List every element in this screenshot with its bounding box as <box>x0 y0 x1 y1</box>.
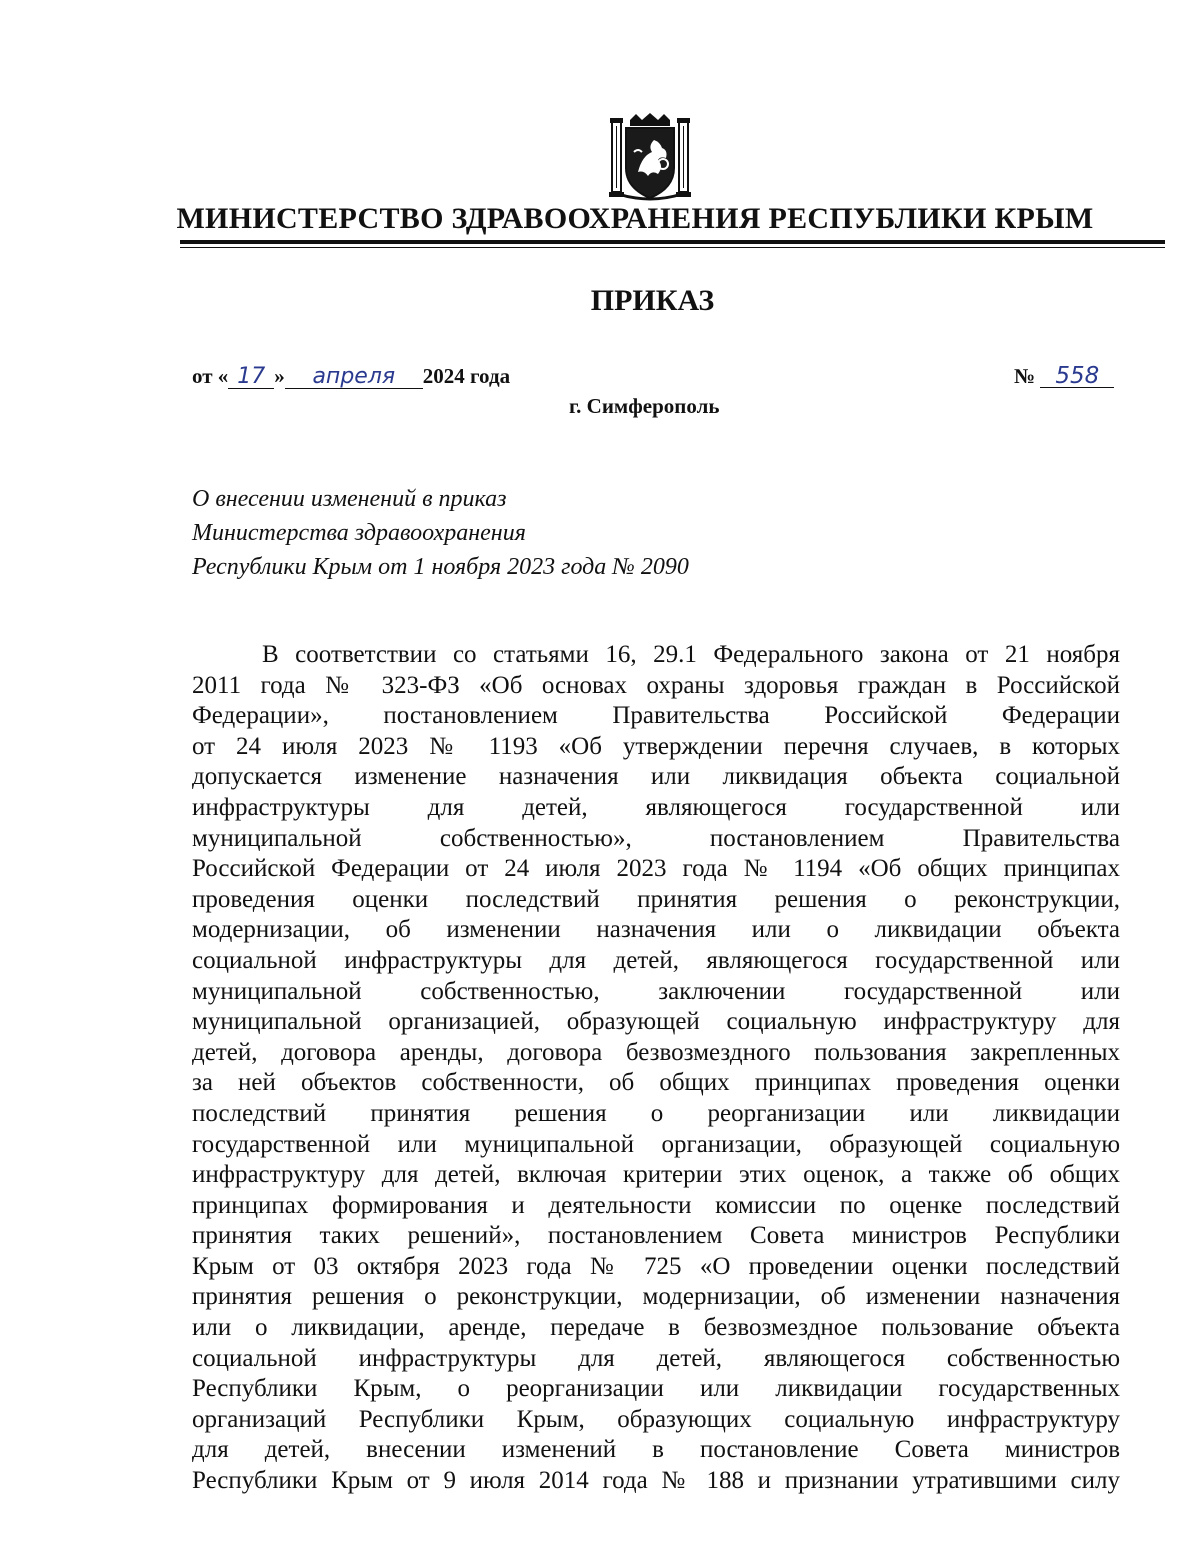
body-line: принятия таких решений», постановлением Совета министров Республики <box>192 1222 1120 1250</box>
header-rule-thin <box>180 247 1165 248</box>
order-body <box>192 640 1120 1497</box>
body-line: инфраструктуру для детей, включая критерии этих оценок, а также об общих <box>192 1161 1120 1189</box>
ministry-title: МИНИСТЕРСТВО ЗДРАВООХРАНЕНИЯ РЕСПУБЛИКИ КРЫМ <box>176 202 1094 235</box>
number-value-handwritten: 558 <box>1040 365 1114 388</box>
body-line: муниципальной собственностью, заключении государственной или <box>192 977 1120 1005</box>
subject-line: О внесении изменений в приказ <box>192 486 507 512</box>
body-line: 2011 года № 323-ФЗ «Об основах охраны здоровья граждан в Российской <box>192 671 1120 699</box>
order-number <box>1014 364 1114 389</box>
body-line: социальной инфраструктуры для детей, являющегося государственной или <box>192 946 1120 974</box>
order-subject <box>192 482 689 584</box>
header-rule-thick <box>180 240 1165 244</box>
city: г. Симферополь <box>569 394 720 418</box>
document-type-title: ПРИКАЗ <box>590 284 715 317</box>
subject-line: Республики Крым от 1 ноября 2023 года № 2090 <box>192 554 689 580</box>
body-line: инфраструктуры для детей, являющегося государственной или <box>192 793 1120 821</box>
body-line: В соответствии со статьями 16, 29.1 Федерального закона от 21 ноября <box>262 641 1120 668</box>
body-line: последствий принятия решения о реорганизации или ликвидации <box>192 1099 1120 1127</box>
body-line: проведения оценки последствий принятия решения о реконструкции, <box>192 885 1120 913</box>
body-line: модернизации, об изменении назначения или о ликвидации объекта <box>192 916 1120 944</box>
body-line: за ней объектов собственности, об общих принципах проведения оценки <box>192 1069 1120 1097</box>
body-line: муниципальной собственностью», постановлением Правительства <box>192 824 1120 852</box>
date-prefix: от « <box>192 364 229 388</box>
crimea-coat-of-arms-icon <box>608 112 692 202</box>
date-year: 2024 года <box>422 364 511 388</box>
date-day-handwritten: 17 <box>228 366 274 389</box>
body-line: допускается изменение назначения или ликвидация объекта социальной <box>192 763 1120 791</box>
body-line: принципах формирования и деятельности комиссии по оценке последствий <box>192 1191 1120 1219</box>
body-line: Крым от 03 октября 2023 года № 725 «О проведении оценки последствий <box>192 1252 1120 1280</box>
body-line: от 24 июля 2023 № 1193 «Об утверждении перечня случаев, в которых <box>192 732 1120 760</box>
subject-line: Министерства здравоохранения <box>192 520 526 546</box>
body-line: или о ликвидации, аренде, передаче в безвозмездное пользование объекта <box>192 1314 1120 1342</box>
body-line: Республики Крым, о реорганизации или ликвидации государственных <box>192 1375 1120 1403</box>
body-line: Федерации», постановлением Правительства Российской Федерации <box>192 702 1120 730</box>
body-line: государственной или муниципальной организации, образующей социальную <box>192 1130 1120 1158</box>
body-line: Российской Федерации от 24 июля 2023 года № 1194 «Об общих принципах <box>192 855 1120 883</box>
body-line: Республики Крым от 9 июля 2014 года № 188 и признании утратившими силу <box>192 1467 1120 1495</box>
body-line: принятия решения о реконструкции, модернизации, об изменении назначения <box>192 1283 1120 1311</box>
body-line: детей, договора аренды, договора безвозмездного пользования закрепленных <box>192 1038 1120 1066</box>
body-line: муниципальной организацией, образующей социальную инфраструктуру для <box>192 1008 1120 1036</box>
body-line: для детей, внесении изменений в постановление Совета министров <box>192 1436 1120 1464</box>
date-month-handwritten: апреля <box>285 366 423 389</box>
date-quote-close: » <box>274 364 285 388</box>
body-line: организаций Республики Крым, образующих социальную инфраструктуру <box>192 1405 1120 1433</box>
order-date <box>192 364 510 389</box>
number-prefix: № <box>1014 364 1036 388</box>
body-line: социальной инфраструктуры для детей, являющегося собственностью <box>192 1344 1120 1372</box>
